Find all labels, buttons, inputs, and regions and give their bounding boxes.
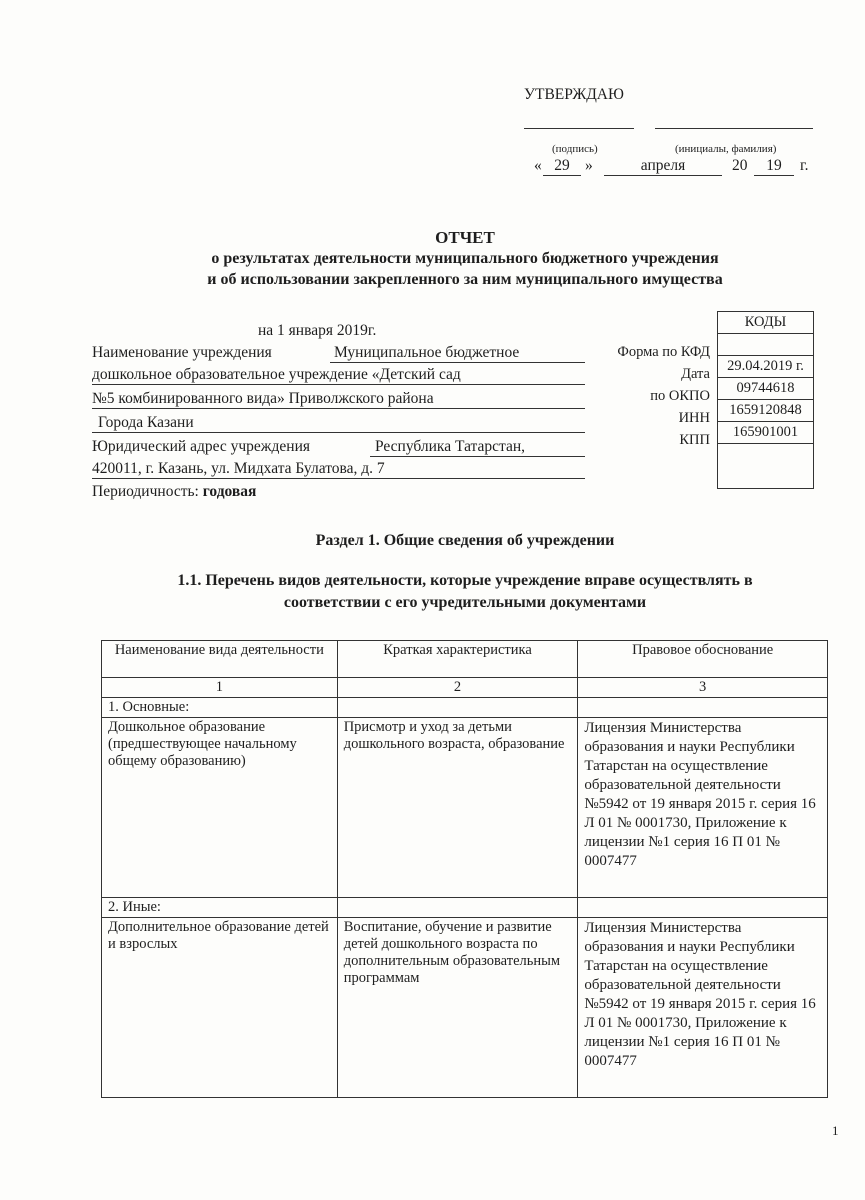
column-number: 1	[102, 678, 338, 698]
activity-description: Присмотр и уход за детьми дошкольного возраста, образование	[337, 718, 578, 898]
name-line-2: дошкольное образовательное учреждение «Детский сад	[92, 366, 461, 383]
activity-description: Воспитание, обучение и развитие детей дошкольного возраста по дополнительным образовательным программам	[337, 918, 578, 1098]
table-group-row	[102, 698, 828, 718]
code-value: 29.04.2019 г.	[718, 356, 813, 378]
empty-cell	[578, 698, 828, 718]
table-row	[102, 918, 828, 1098]
quote-close: »	[585, 157, 593, 174]
address-label: Юридический адрес учреждения	[92, 438, 310, 455]
group-label: 2. Иные:	[102, 898, 338, 918]
code-label: ИНН	[678, 410, 710, 426]
signature-caption: (подпись)	[552, 143, 598, 155]
report-subtitle-2: и об использовании закрепленного за ним муниципального имущества	[207, 271, 723, 288]
year-prefix: 20	[732, 157, 748, 174]
signature-line	[524, 128, 634, 129]
section-title: Раздел 1. Общие сведения об учреждении	[315, 532, 615, 549]
group-label: 1. Основные:	[102, 698, 338, 718]
page-number: 1	[832, 1123, 839, 1138]
codes-box	[717, 311, 814, 489]
approval-title: УТВЕРЖДАЮ	[524, 86, 624, 103]
table-header-row	[102, 641, 828, 678]
year-unit: г.	[800, 157, 809, 174]
column-header: Краткая характеристика	[337, 641, 578, 678]
code-value: 165901001	[718, 422, 813, 444]
code-label: КПП	[679, 432, 710, 448]
periodicity-label: Периодичность:	[92, 483, 199, 500]
name-line-3: №5 комбинированного вида» Приволжского района	[92, 390, 434, 407]
activity-name: Дошкольное образование (предшествующее начальному общему образованию)	[102, 718, 338, 898]
codes-header: КОДЫ	[718, 312, 813, 334]
approval-month: апреля	[604, 157, 722, 176]
address-line-1: Республика Татарстан,	[375, 438, 526, 455]
report-date: на 1 января 2019г.	[258, 322, 377, 339]
code-value: 1659120848	[718, 400, 813, 422]
empty-cell	[578, 898, 828, 918]
report-title: ОТЧЕТ	[435, 228, 495, 247]
subsection-title-2: соответствии с его учредительными документами	[283, 594, 647, 611]
empty-cell	[337, 898, 578, 918]
quote-open: «	[534, 157, 542, 174]
code-label: Форма по КФД	[617, 344, 710, 360]
underline	[370, 456, 585, 457]
code-label: Дата	[681, 366, 710, 382]
underline	[92, 478, 585, 479]
activities-table	[101, 640, 828, 1098]
underline	[92, 432, 585, 433]
approval-day: 29	[543, 157, 581, 176]
activity-legal-basis: Лицензия Министерства образования и науки Республики Татарстан на осуществление образовательной деятельности №5942 от 19 января 2015 г. серия 16 Л 01 № 0001730, Приложение к лицензии №1 серия 16 П 01 № 0007477	[578, 718, 828, 898]
table-number-row	[102, 678, 828, 698]
column-number: 2	[337, 678, 578, 698]
empty-cell	[337, 698, 578, 718]
code-label: по ОКПО	[650, 388, 710, 404]
table-group-row	[102, 898, 828, 918]
underline	[330, 362, 585, 363]
address-line-2: 420011, г. Казань, ул. Мидхата Булатова, д. 7	[92, 460, 385, 477]
approval-year: 19	[754, 157, 794, 176]
underline	[92, 408, 585, 409]
activity-legal-basis: Лицензия Министерства образования и науки Республики Татарстан на осуществление образовательной деятельности №5942 от 19 января 2015 г. серия 16 Л 01 № 0001730, Приложение к лицензии №1 серия 16 П 01 № 0007477	[578, 918, 828, 1098]
column-number: 3	[578, 678, 828, 698]
activity-name: Дополнительное образование детей и взрослых	[102, 918, 338, 1098]
name-line	[655, 128, 813, 129]
name-line-1: Муниципальное бюджетное	[334, 344, 520, 361]
report-subtitle-1: о результатах деятельности муниципального бюджетного учреждения	[211, 250, 719, 267]
underline	[92, 384, 585, 385]
subsection-title-1: 1.1. Перечень видов деятельности, которые учреждение вправе осуществлять в	[177, 572, 753, 589]
name-line-4: Города Казани	[98, 414, 194, 431]
periodicity-value: годовая	[202, 483, 257, 500]
column-header: Наименование вида деятельности	[102, 641, 338, 678]
code-value: 09744618	[718, 378, 813, 400]
name-caption: (инициалы, фамилия)	[675, 143, 777, 155]
name-label: Наименование учреждения	[92, 344, 272, 361]
code-value	[718, 334, 813, 356]
column-header: Правовое обоснование	[578, 641, 828, 678]
code-empty	[718, 444, 813, 488]
table-row	[102, 718, 828, 898]
